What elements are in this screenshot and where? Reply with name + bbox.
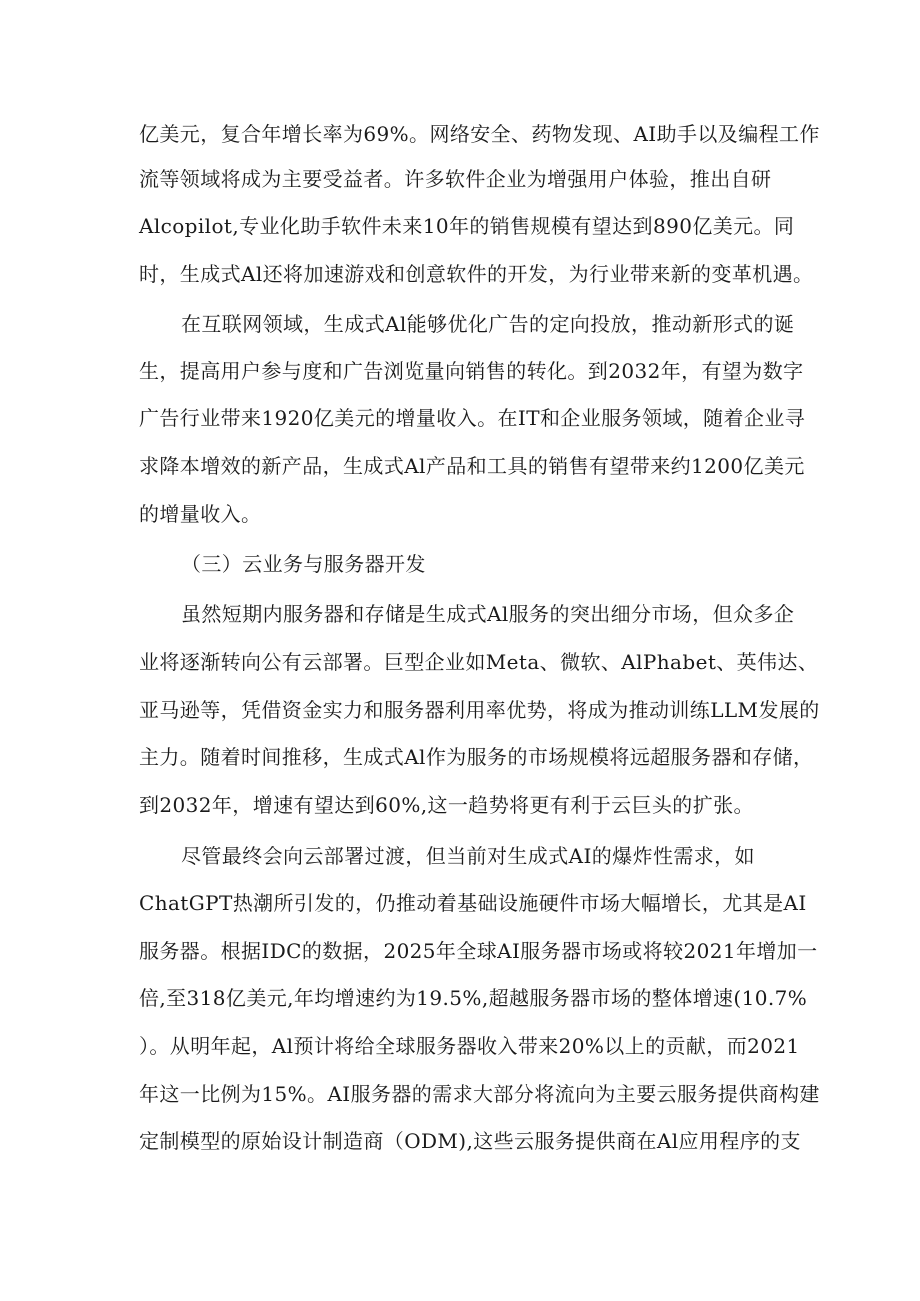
text-line-11: 虽然短期内服务器和存储是生成式Al服务的突出细分市场，但众多企 [181, 602, 795, 626]
text-line-3: Alcopilot,专业化助手软件未来10年的销售规模有望达到890亿美元。同 [139, 214, 795, 238]
text-line-14: 主力。随着时间推移，生成式Al作为服务的市场规模将远超服务器和存储， [139, 745, 814, 769]
text-line-12: 业将逐渐转向公有云部署。巨型企业如Meta、微软、AlPhabet、英伟达、 [139, 650, 819, 674]
section-heading: （三）云业务与服务器开发 [181, 552, 426, 576]
text-line-1: 亿美元，复合年增长率为69%。网络安全、药物发现、AI助手以及编程工作 [139, 122, 820, 146]
text-line-18: 服务器。根据IDC的数据，2025年全球AI服务器市场或将较2021年增加一 [139, 939, 818, 963]
text-line-9: 的增量收入。 [139, 502, 262, 526]
text-line-4: 时，生成式Al还将加速游戏和创意软件的开发，为行业带来新的变革机遇。 [139, 262, 814, 286]
text-line-7: 广告行业带来1920亿美元的增量收入。在IT和企业服务领域，随着企业寻 [139, 406, 806, 430]
text-line-22: 定制模型的原始设计制造商（ODM),这些云服务提供商在Al应用程序的支 [139, 1129, 801, 1153]
text-line-17: ChatGPT热潮所引发的，仍推动着基础设施硬件市场大幅增长，尤其是AI [139, 891, 807, 915]
text-line-8: 求降本增效的新产品，生成式Al产品和工具的销售有望带来约1200亿美元 [139, 454, 805, 478]
text-line-5: 在互联网领域，生成式Al能够优化广告的定向投放，推动新形式的诞 [181, 312, 795, 336]
text-line-20: ）。从明年起，Al预计将给全球服务器收入带来20%以上的贡献，而2021 [139, 1034, 800, 1058]
text-line-6: 生，提高用户参与度和广告浏览量向销售的转化。到2032年，有望为数字 [139, 359, 804, 383]
text-line-21: 年这一比例为15%。AI服务器的需求大部分将流向为主要云服务提供商构建 [139, 1082, 820, 1106]
text-line-13: 亚马逊等，凭借资金实力和服务器利用率优势，将成为推动训练LLM发展的 [139, 698, 820, 722]
text-line-19: 倍,至318亿美元,年均增速约为19.5%,超越服务器市场的整体增速(10.7% [139, 986, 808, 1010]
text-line-15: 到2032年，增速有望达到60%,这一趋势将更有利于云巨头的扩张。 [139, 793, 754, 817]
text-line-16: 尽管最终会向云部署过渡，但当前对生成式AI的爆炸性需求，如 [181, 844, 755, 868]
text-line-2: 流等领域将成为主要受益者。许多软件企业为增强用户体验，推出自研 [139, 167, 772, 191]
